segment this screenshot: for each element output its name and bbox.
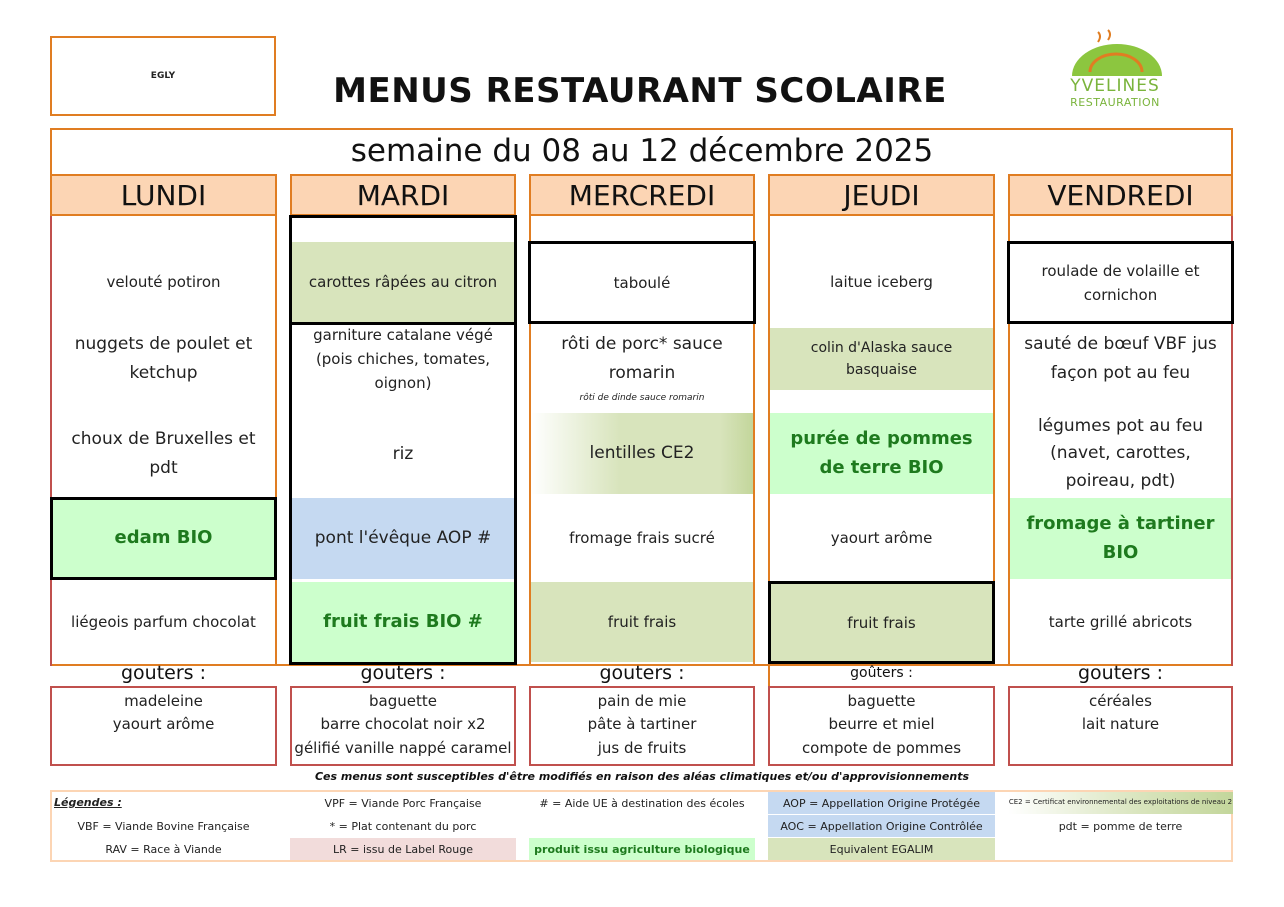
day-header-lundi: LUNDI [50, 174, 277, 216]
jeudi-plat: colin d'Alaska sauce basquaise [770, 328, 993, 390]
gouter-item: barre chocolat noir x2 [320, 715, 486, 734]
gouter-item: pain de mie [597, 692, 687, 710]
day-header-mardi: MARDI [290, 174, 516, 216]
gouter-label-vendredi: gouters : [1077, 662, 1164, 684]
legend-egalim: Equivalent EGALIM [768, 838, 995, 860]
gouter-label-mercredi: gouters : [599, 662, 685, 684]
day-header-mercredi: MERCREDI [529, 174, 755, 216]
vendredi-entree: roulade de volaille et cornichon [1007, 241, 1234, 324]
week-title: semaine du 08 au 12 décembre 2025 [350, 133, 934, 169]
legend-vpf: VPF = Viande Porc Française [324, 796, 482, 810]
gouter-item: gélifié vanille nappé caramel [294, 738, 512, 757]
gouter-item: pâte à tartiner [587, 715, 697, 734]
mercredi-laitage: fromage frais sucré [569, 529, 715, 547]
jeudi-dessert: fruit frais [768, 581, 995, 664]
mardi-dessert: fruit frais BIO # [292, 582, 514, 662]
column-line [275, 216, 277, 666]
gouter-label-lundi: gouters : [120, 662, 207, 684]
gouter-box-vendredi [1008, 686, 1233, 766]
mercredi-plat: rôti de porc* sauce romarin [561, 334, 723, 383]
jeudi-laitage: yaourt arôme [830, 529, 933, 547]
gouter-box-jeudi [768, 686, 995, 766]
gouter-box-lundi [50, 686, 277, 766]
legend-title: Légendes : [54, 796, 122, 809]
day-header-vendredi: VENDREDI [1008, 174, 1233, 216]
gouter-item: yaourt arôme [112, 715, 215, 734]
mercredi-entree: taboulé [528, 241, 756, 324]
legend-porc: * = Plat contenant du porc [329, 819, 477, 833]
legend-pdt: pdt = pomme de terre [1058, 819, 1183, 833]
mercredi-plat-alternative: rôti de dinde sauce romarin [579, 393, 705, 403]
gouter-item: compote de pommes [801, 738, 962, 757]
gouter-label-jeudi: goûters : [850, 665, 913, 681]
vendredi-laitage: fromage à tartiner BIO [1010, 498, 1231, 579]
gouter-item: céréales [1089, 692, 1152, 710]
school-name-box [50, 36, 276, 116]
logo-text-restauration: RESTAURATION [1070, 96, 1160, 109]
gouter-item: lait nature [1081, 715, 1160, 734]
school-name: EGLY [150, 71, 176, 81]
mardi-laitage: pont l'évêque AOP # [292, 498, 514, 579]
vendredi-plat: sauté de bœuf VBF jus façon pot au feu [1024, 334, 1217, 383]
legend-aide-ue: # = Aide UE à destination des écoles [539, 796, 745, 810]
legend-lr: LR = issu de Label Rouge [290, 838, 516, 860]
gouter-item: baguette [847, 692, 916, 710]
gouter-item: baguette [369, 692, 437, 710]
jeudi-garniture: purée de pommes de terre BIO [770, 413, 993, 494]
mardi-garniture: riz [392, 443, 414, 464]
lundi-garniture: choux de Bruxelles et pdt [71, 429, 256, 478]
lundi-plat: nuggets de poulet et ketchup [74, 334, 253, 383]
mardi-plat: garniture catalane végé (pois chiches, tomates, oignon) [313, 326, 493, 392]
lundi-entree: velouté potiron [106, 273, 221, 291]
lundi-dessert: liégeois parfum chocolat [71, 613, 256, 631]
gouter-item: beurre et miel [828, 715, 935, 734]
vendredi-dessert: tarte grillé abricots [1048, 613, 1193, 631]
legend-bio: produit issu agriculture biologique [529, 838, 755, 860]
mardi-entree: carottes râpées au citron [292, 242, 514, 322]
logo-text-yvelines: YVELINES [1070, 76, 1160, 96]
gouter-item: jus de fruits [597, 738, 687, 757]
legend-rav: RAV = Race à Viande [105, 842, 222, 856]
gouter-label-mardi: gouters : [360, 662, 446, 684]
legend-aoc: AOC = Appellation Origine Contrôlée [768, 815, 995, 837]
legend-ce2: CE2 = Certificat environnemental des exploitations de niveau 2 [1008, 792, 1233, 814]
mercredi-dessert: fruit frais [531, 582, 753, 662]
day-header-jeudi: JEUDI [768, 174, 995, 216]
lundi-laitage: edam BIO [50, 497, 277, 580]
gouter-item: madeleine [124, 692, 203, 710]
legend-vbf: VBF = Viande Bovine Française [77, 819, 250, 833]
gouter-box-mercredi [529, 686, 755, 766]
page-title: MENUS RESTAURANT SCOLAIRE [333, 71, 947, 111]
legend-aop: AOP = Appellation Origine Protégée [768, 792, 995, 814]
gouter-box-mardi [290, 686, 516, 766]
mercredi-garniture: lentilles CE2 [531, 413, 753, 494]
jeudi-entree: laitue iceberg [830, 273, 933, 291]
vendredi-garniture: légumes pot au feu (navet, carottes, poireau, pdt) [1037, 416, 1204, 491]
disclaimer-text: Ces menus sont susceptibles d'être modifiés en raison des aléas climatiques et/ou d'approvisionnements [314, 770, 970, 783]
